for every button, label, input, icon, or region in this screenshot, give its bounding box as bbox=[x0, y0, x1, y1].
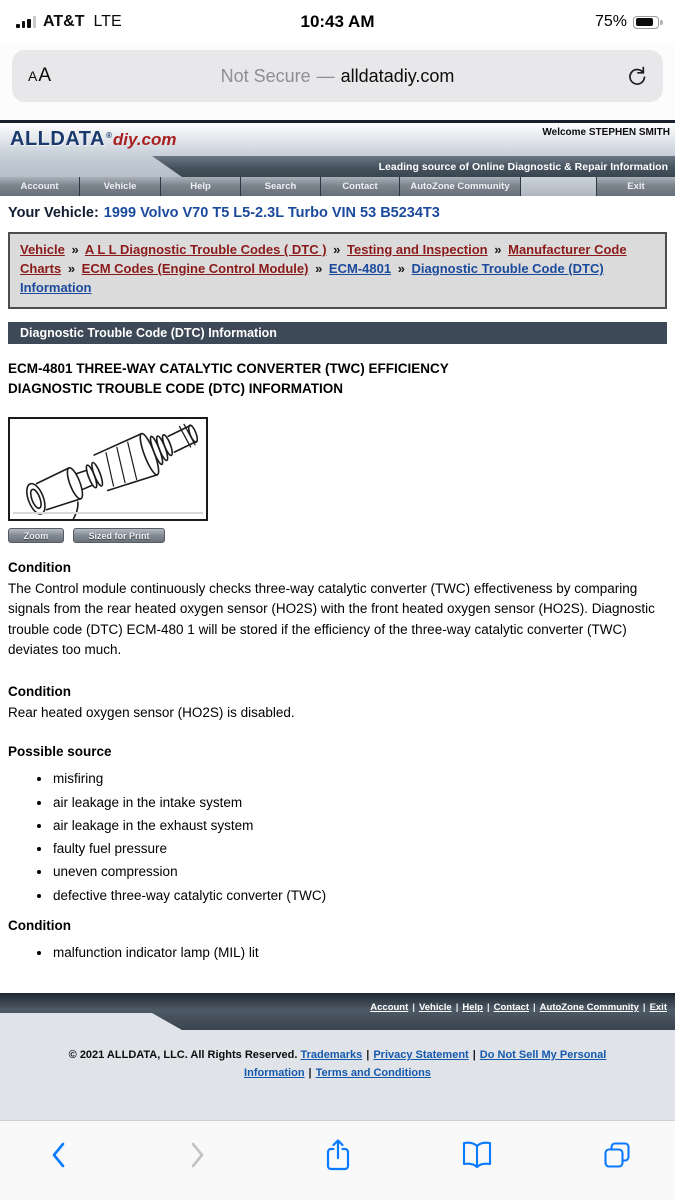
bookmarks-button[interactable] bbox=[457, 1140, 497, 1170]
site-header bbox=[0, 123, 675, 156]
status-bar-right bbox=[459, 13, 659, 31]
clock: 10:43 AM bbox=[300, 12, 375, 31]
footer-link-separator: | bbox=[412, 1002, 415, 1014]
breadcrumb-vehicle[interactable]: Vehicle bbox=[20, 242, 65, 257]
breadcrumb-separator: » bbox=[494, 242, 502, 257]
breadcrumb-separator: » bbox=[397, 260, 405, 276]
footer-link-separator: | bbox=[486, 1002, 490, 1014]
breadcrumb-ecm-4801[interactable]: ECM-4801 bbox=[328, 260, 392, 276]
breadcrumb-dtc-information[interactable]: Diagnostic Trouble Code (DTC) Information bbox=[20, 260, 604, 295]
nav-search[interactable]: Search bbox=[241, 177, 321, 196]
copyright-text: © 2021 ALLDATA, LLC. All Rights Reserved. bbox=[68, 1049, 298, 1062]
breadcrumb-ecm-codes[interactable]: ECM Codes (Engine Control Module) bbox=[81, 260, 309, 276]
list-item: • malfunction indicator lamp (MIL) lit bbox=[52, 943, 667, 963]
registered-mark: ® bbox=[105, 131, 112, 140]
logo-diy-text: diy.com bbox=[112, 130, 177, 149]
footer-link-separator: | bbox=[642, 1002, 646, 1014]
possible-source-title: Possible source bbox=[8, 744, 112, 760]
section-title-bar: Diagnostic Trouble Code (DTC) Information bbox=[8, 322, 667, 344]
vehicle-label: Your Vehicle: bbox=[8, 205, 99, 221]
breadcrumb-separator: » bbox=[315, 260, 323, 276]
reload-button[interactable] bbox=[595, 64, 647, 88]
legal-link-trademarks[interactable]: Trademarks bbox=[300, 1049, 363, 1062]
share-button[interactable] bbox=[318, 1137, 358, 1173]
status-bar bbox=[0, 0, 675, 44]
article-body bbox=[0, 344, 675, 967]
site-nav bbox=[0, 177, 675, 196]
article-heading-line2: DIAGNOSTIC TROUBLE CODE (DTC) INFORMATION bbox=[8, 380, 343, 396]
nav-vehicle[interactable]: Vehicle bbox=[80, 177, 161, 196]
legal-separator: | bbox=[308, 1067, 312, 1080]
figure-sized-for-print-button[interactable]: Sized for Print bbox=[73, 528, 165, 543]
share-icon bbox=[323, 1137, 353, 1173]
footer-link-separator: | bbox=[533, 1002, 536, 1014]
list-item: • faulty fuel pressure bbox=[52, 839, 667, 859]
url-separator: — bbox=[316, 65, 335, 86]
tabs-icon bbox=[602, 1140, 632, 1170]
text-size-button[interactable]: AA bbox=[28, 65, 53, 86]
figure-zoom-button[interactable]: Zoom bbox=[8, 528, 64, 543]
nav-help[interactable]: Help bbox=[161, 177, 241, 196]
condition-2-title: Condition bbox=[8, 684, 71, 700]
article-heading bbox=[8, 359, 667, 400]
nav-account[interactable]: Account bbox=[0, 177, 80, 196]
breadcrumb-separator: » bbox=[333, 242, 341, 257]
nav-spacer bbox=[521, 177, 597, 196]
catalytic-converter-figure bbox=[8, 417, 208, 521]
vehicle-bar bbox=[0, 196, 675, 225]
figure-scan-artifact bbox=[13, 512, 203, 514]
footer-link-help[interactable]: Help bbox=[462, 1002, 483, 1014]
legal-separator: | bbox=[366, 1049, 370, 1062]
condition-3-list bbox=[8, 943, 667, 963]
list-item: • uneven compression bbox=[52, 862, 667, 882]
status-bar-left bbox=[16, 13, 216, 31]
url-label bbox=[80, 66, 595, 87]
list-item: • air leakage in the intake system bbox=[52, 793, 667, 813]
footer-link-contact[interactable]: Contact bbox=[493, 1002, 529, 1014]
condition-1-text: The Control module continuously checks three-way catalytic converter (TWC) effectiveness by comparing signals from the rear heated oxygen sensor (HO2S) with the front heated oxygen sensor (HO2S). Diagnostic trouble code (DTC) ECM-480 1 will be stored if the efficiency of the three-way catalytic converter (TWC) deviates too much. bbox=[8, 581, 655, 657]
page-background-fill bbox=[0, 1100, 675, 1120]
safari-address-bar-region bbox=[0, 44, 675, 120]
site-tagline: Leading source of Online Diagnostic & Repair Information bbox=[378, 160, 668, 173]
footer-link-autozone-community[interactable]: AutoZone Community bbox=[539, 1002, 639, 1014]
vehicle-value: 1999 Volvo V70 T5 L5-2.3L Turbo VIN 53 B5234T3 bbox=[103, 205, 440, 221]
catalytic-converter-drawing bbox=[10, 419, 206, 519]
nav-exit[interactable]: Exit bbox=[597, 177, 675, 196]
condition-2-text: Rear heated oxygen sensor (HO2S) is disabled. bbox=[8, 705, 295, 721]
forward-button[interactable] bbox=[178, 1140, 218, 1170]
footer-link-separator: | bbox=[455, 1002, 459, 1014]
list-item: • defective three-way catalytic converter (TWC) bbox=[52, 886, 667, 906]
forward-chevron-icon bbox=[187, 1140, 209, 1170]
possible-source-list bbox=[8, 769, 667, 906]
address-bar[interactable] bbox=[12, 50, 663, 102]
network-type-label: LTE bbox=[93, 13, 122, 30]
breadcrumb-all-dtc[interactable]: A L L Diagnostic Trouble Codes ( DTC ) bbox=[84, 242, 327, 257]
site-header-tagline-band bbox=[0, 156, 675, 177]
battery-percent-label: 75% bbox=[594, 13, 627, 30]
breadcrumb-testing-inspection[interactable]: Testing and Inspection bbox=[347, 242, 488, 257]
condition-1-title: Condition bbox=[8, 560, 71, 576]
book-icon bbox=[460, 1140, 494, 1170]
legal-link-privacy-statement[interactable]: Privacy Statement bbox=[373, 1049, 469, 1062]
article-heading-line1: ECM-4801 THREE-WAY CATALYTIC CONVERTER (TWC) EFFICIENCY bbox=[8, 360, 449, 376]
back-button[interactable] bbox=[38, 1140, 78, 1170]
list-item: • misfiring bbox=[52, 769, 667, 789]
nav-contact[interactable]: Contact bbox=[321, 177, 400, 196]
footer-link-vehicle[interactable]: Vehicle bbox=[418, 1002, 452, 1014]
carrier-label: AT&T bbox=[43, 13, 85, 30]
safari-toolbar bbox=[0, 1120, 675, 1200]
legal-link-terms-conditions[interactable]: Terms and Conditions bbox=[315, 1067, 431, 1080]
tabs-button[interactable] bbox=[597, 1140, 637, 1170]
site-footer-band bbox=[0, 993, 675, 1030]
footer-link-account[interactable]: Account bbox=[370, 1002, 409, 1014]
figure-buttons bbox=[8, 528, 667, 543]
battery-icon bbox=[633, 16, 659, 29]
legal-separator: | bbox=[472, 1049, 476, 1062]
alldata-logo[interactable] bbox=[10, 128, 176, 151]
security-label: Not Secure bbox=[220, 65, 311, 86]
list-item: • air leakage in the exhaust system bbox=[52, 816, 667, 836]
site-footer-legal bbox=[0, 1030, 675, 1100]
nav-autozone-community[interactable]: AutoZone Community bbox=[400, 177, 521, 196]
welcome-user-label: Welcome STEPHEN SMITH bbox=[542, 127, 670, 138]
reload-icon bbox=[626, 64, 647, 88]
breadcrumb bbox=[8, 232, 667, 309]
breadcrumb-separator: » bbox=[67, 260, 76, 276]
breadcrumb-manufacturer-code-charts[interactable]: Manufacturer Code Charts bbox=[20, 242, 627, 276]
domain-label: alldatadiy.com bbox=[340, 65, 455, 86]
breadcrumb-separator: » bbox=[71, 242, 79, 257]
legal-link-do-not-sell[interactable]: Do Not Sell My Personal Information bbox=[244, 1049, 607, 1080]
condition-3-title: Condition bbox=[8, 917, 71, 933]
logo-alldata-text: ALLDATA bbox=[10, 128, 105, 150]
back-chevron-icon bbox=[47, 1140, 69, 1170]
footer-nav-links bbox=[370, 1002, 667, 1013]
web-content bbox=[0, 120, 675, 1120]
footer-link-exit[interactable]: Exit bbox=[649, 1002, 667, 1014]
cellular-signal-icon bbox=[16, 16, 36, 28]
